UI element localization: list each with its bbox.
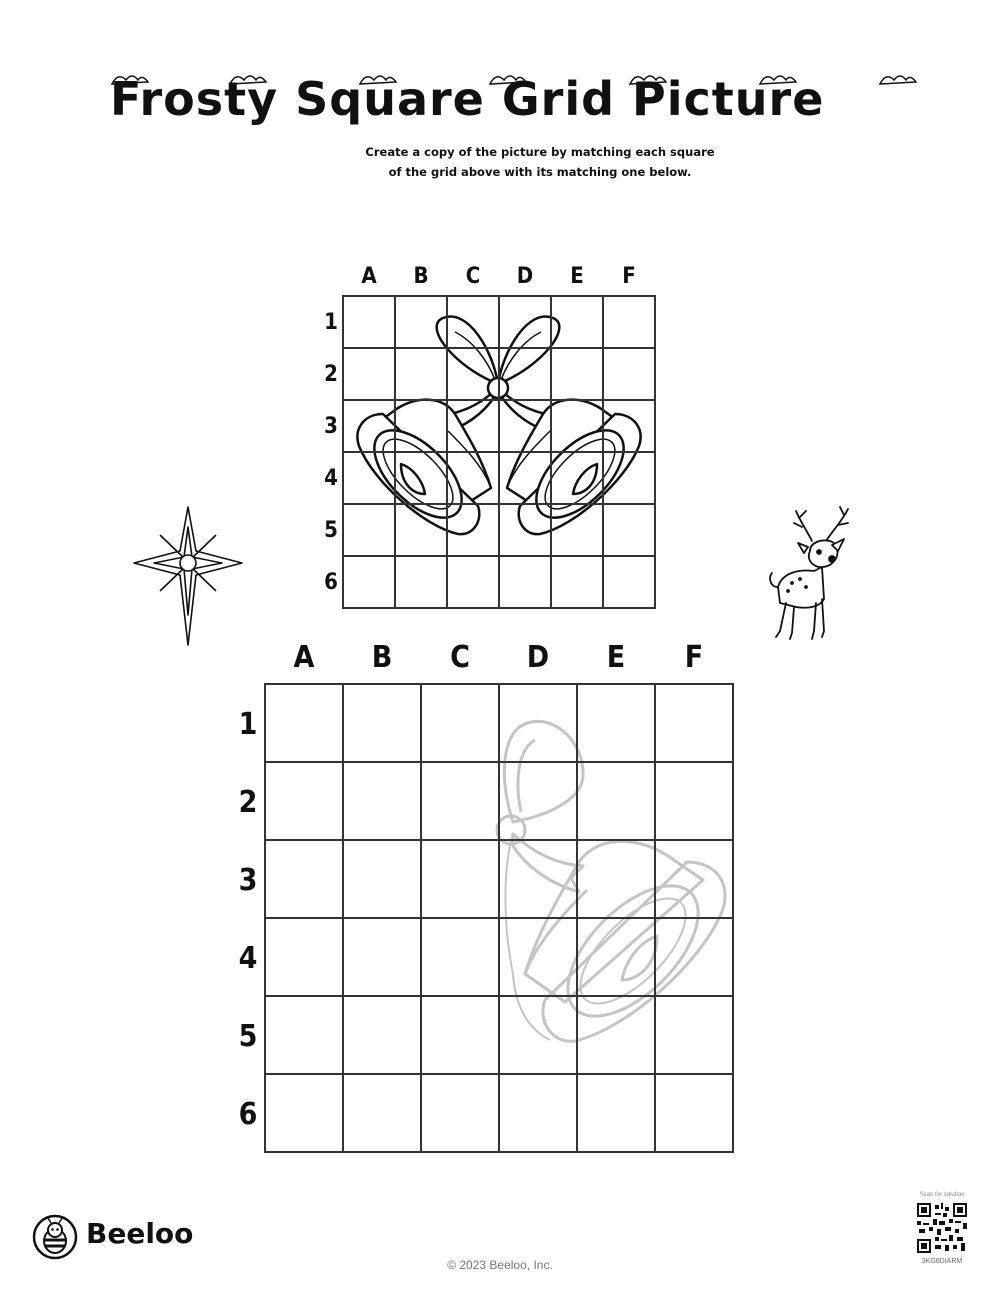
- ref-col-label-a: A: [361, 264, 377, 289]
- qr-caption: Scan for solution: [919, 1192, 965, 1198]
- ref-row-label-1: 1: [324, 310, 338, 335]
- drawing-grid[interactable]: [265, 684, 733, 1152]
- reference-grid-lines: [343, 296, 655, 608]
- ref-row-label-4: 4: [324, 466, 338, 491]
- ref-col-label-b: B: [413, 264, 429, 289]
- draw-row-label-1: 1: [238, 707, 258, 742]
- reindeer-icon: [762, 503, 862, 645]
- ref-col-label-d: D: [516, 264, 534, 289]
- ref-row-label-5: 5: [324, 518, 338, 543]
- faded-bell-hint: [497, 721, 725, 1041]
- instructions-line-1: Create a copy of the picture by matching each square: [365, 145, 715, 159]
- ref-row-label-6: 6: [324, 570, 338, 595]
- star-icon: [130, 505, 246, 647]
- ref-col-label-c: C: [465, 264, 481, 289]
- qr-code-icon[interactable]: [917, 1203, 967, 1253]
- ref-row-label-3: 3: [324, 414, 338, 439]
- draw-row-label-2: 2: [238, 785, 258, 820]
- draw-col-label-c: C: [450, 640, 470, 675]
- ref-col-label-e: E: [570, 264, 584, 289]
- reference-grid: [343, 296, 655, 608]
- draw-col-label-d: D: [526, 640, 550, 675]
- bee-logo-icon: [32, 1214, 78, 1260]
- qr-code-id: 3KG6DIARM: [921, 1258, 963, 1265]
- draw-col-label-e: E: [606, 640, 626, 675]
- brand-name: Beeloo: [86, 1217, 194, 1250]
- draw-row-label-6: 6: [238, 1097, 258, 1132]
- draw-row-label-5: 5: [238, 1019, 258, 1054]
- ref-row-label-2: 2: [324, 362, 338, 387]
- draw-col-label-b: B: [371, 640, 393, 675]
- draw-row-label-3: 3: [238, 863, 258, 898]
- draw-col-label-f: F: [684, 640, 704, 675]
- page-title: Frosty Square Grid Picture: [110, 72, 825, 126]
- copyright: © 2023 Beeloo, Inc.: [447, 1258, 553, 1272]
- instructions: [250, 142, 830, 182]
- draw-row-label-4: 4: [238, 941, 258, 976]
- draw-col-label-a: A: [293, 640, 315, 675]
- instructions-line-2: of the grid above with its matching one below.: [388, 165, 692, 179]
- drawing-grid-lines: [265, 684, 733, 1152]
- ref-col-label-f: F: [622, 264, 636, 289]
